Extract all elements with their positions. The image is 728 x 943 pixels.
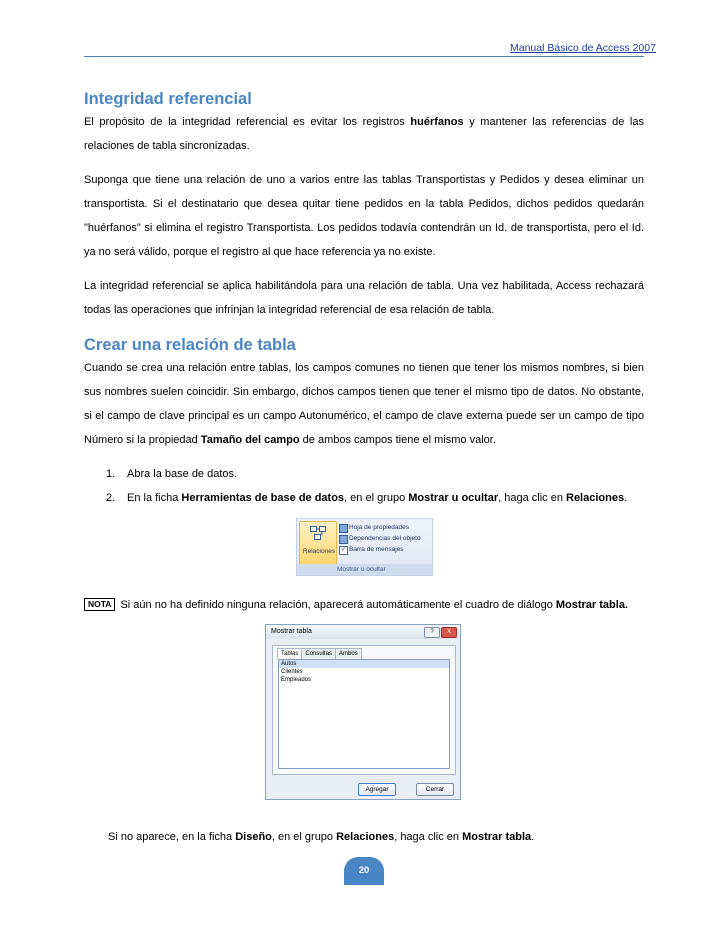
list-item[interactable]: Clientes	[281, 669, 303, 675]
tables-listbox[interactable]	[278, 659, 450, 769]
command-label: Dependencias del objeto	[349, 535, 421, 542]
list-number: 1.	[106, 468, 116, 480]
text-run: .	[531, 831, 535, 843]
text-run: Cuando se crea una relación entre tablas, los campos comunes no tienen que tener los mismos nombres, si bien sus nombres suelen coincidir. Sin embargo, dichos campos tienen que tener el mismo tipo de datos. No obstante, si el campo de clave principal es un campo Autonumérico, el campo de clave externa puede ser un campo de tipo Número si la propiedad	[84, 362, 644, 446]
text-run: Si aún no ha definido ninguna relación, aparecerá automáticamente el cuadro de diálogo	[120, 599, 556, 611]
bold-run: Mostrar tabla	[462, 831, 532, 843]
bold-run: Herramientas de base de datos	[181, 492, 345, 504]
paragraph-intro	[84, 110, 644, 158]
header-rule	[84, 56, 644, 57]
text-run: En la ficha	[127, 492, 182, 504]
dialog-panel	[272, 645, 456, 775]
ribbon-screenshot	[296, 518, 433, 576]
help-button[interactable]: ?	[424, 627, 440, 638]
paragraph-si-no-aparece	[108, 829, 534, 845]
command-label: Barra de mensajes	[349, 546, 404, 553]
bold-run: Mostrar tabla.	[555, 599, 629, 611]
dialog-title: Mostrar tabla	[271, 628, 312, 635]
section-heading-crear-relacion: Crear una relación de tabla	[84, 336, 296, 354]
running-title-link[interactable]: Manual Básico de Access 2007	[510, 42, 656, 54]
page-content	[84, 84, 644, 510]
cerrar-button[interactable]: Cerrar	[416, 783, 454, 796]
steps-list	[84, 462, 644, 510]
paragraph-example: Suponga que tiene una relación de uno a varios entre las tablas Transportistas y Pedidos y desea eliminar un transportista. Si el destinatario que desea quitar tiene pedidos en la tabla Pedidos, dichos pedidos quedarán "huérfanos" si elimina el registro Transportista. Los pedidos todavía contendrán un Id. de transportista, pero el Id. ya no será válido, porque el registro al que hace referencia ya no existe.	[84, 174, 644, 258]
bold-run: Mostrar u ocultar	[408, 492, 499, 504]
dependencias-command[interactable]	[339, 533, 421, 544]
hoja-propiedades-command[interactable]	[339, 522, 421, 533]
list-number: 2.	[106, 492, 116, 504]
relaciones-button[interactable]	[299, 521, 337, 565]
list-item	[84, 486, 644, 510]
property-sheet-icon	[339, 524, 348, 533]
bold-run: huérfanos	[410, 116, 464, 128]
nota-badge: NOTA	[84, 598, 115, 611]
bold-run: Relaciones	[336, 831, 395, 843]
list-item[interactable]: Autos	[279, 660, 449, 668]
list-item	[84, 462, 644, 486]
command-label: Hoja de propiedades	[349, 524, 409, 531]
dependencies-icon	[339, 535, 348, 544]
tab-consultas[interactable]: Consultas	[301, 648, 336, 659]
text-run: El propósito de la integridad referencial es evitar los registros	[84, 116, 411, 128]
section-heading-integridad: Integridad referencial	[84, 90, 252, 108]
relationships-icon	[310, 526, 326, 540]
text-run: y mantener las referencias de las relaciones de tabla sincronizadas.	[84, 116, 644, 152]
page-number: 20	[344, 857, 384, 885]
agregar-button[interactable]: Agregar	[358, 783, 396, 796]
paragraph-crear	[84, 356, 644, 452]
checkbox-checked-icon[interactable]: ✓	[340, 547, 347, 553]
text-run: Si no aparece, en la ficha	[108, 831, 236, 843]
text-run: , haga clic en	[498, 492, 566, 504]
bold-run: Diseño	[235, 831, 272, 843]
close-icon[interactable]: X	[441, 627, 457, 638]
dialog-titlebar	[266, 625, 460, 639]
relaciones-label: Relaciones	[302, 548, 336, 555]
text-run: de ambos campos tiene el mismo valor.	[299, 434, 496, 446]
tab-tablas[interactable]: Tablas	[277, 648, 302, 659]
bold-run: Tamaño del campo	[200, 434, 300, 446]
dialog-tabs	[277, 648, 361, 658]
paragraph-enforcement: La integridad referencial se aplica habilitándola para una relación de tabla. Una vez habilitada, Access rechazará todas las operaciones que infrinjan la integridad referencial de esa relación de tabla.	[84, 280, 644, 316]
text-run: , en el grupo	[271, 831, 337, 843]
mostrar-tabla-dialog	[265, 624, 461, 800]
text-run: , en el grupo	[344, 492, 409, 504]
list-item[interactable]: Empleados	[281, 677, 312, 683]
text-run: , haga clic en	[394, 831, 463, 843]
ribbon-commands	[339, 522, 421, 555]
ribbon-group-label: Mostrar u ocultar	[297, 564, 432, 575]
barra-mensajes-command[interactable]	[339, 544, 421, 555]
nota-paragraph	[84, 597, 644, 613]
tab-ambos[interactable]: Ambos	[335, 648, 362, 659]
bold-run: Relaciones	[566, 492, 625, 504]
list-text: Abra la base de datos.	[127, 468, 238, 480]
text-run: .	[624, 492, 628, 504]
